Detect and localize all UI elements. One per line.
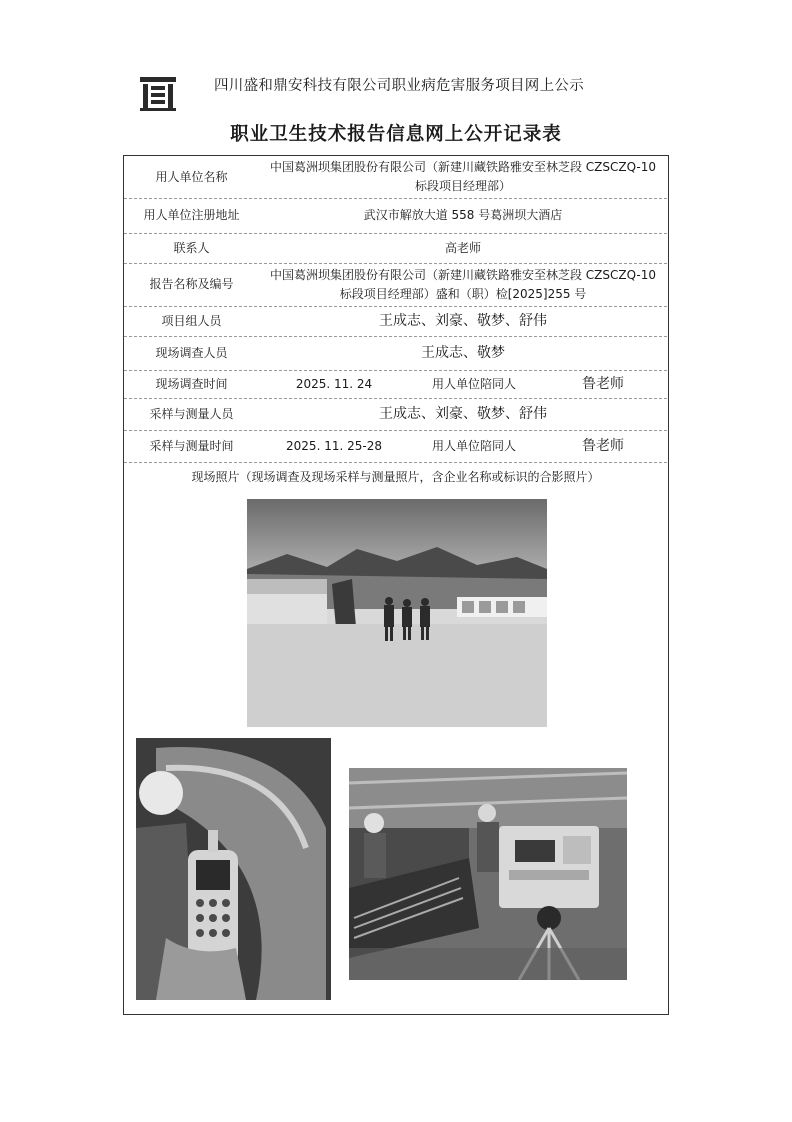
- value-sampling-escort: 鲁老师: [582, 437, 624, 454]
- row-unit-address: [124, 198, 667, 234]
- record-table: [123, 155, 669, 1015]
- row-contact: [124, 233, 667, 264]
- company-header-line: 四川盛和鼎安科技有限公司职业病危害服务项目网上公示: [214, 78, 584, 94]
- label-unit-name: 用人单位名称: [155, 169, 228, 184]
- row-report: [124, 263, 667, 307]
- label-unit-address: 用人单位注册地址: [143, 208, 240, 222]
- photo-group-site: [247, 499, 547, 727]
- row-survey-staff: [124, 336, 667, 371]
- value-survey-escort: 鲁老师: [582, 375, 624, 392]
- value-team: 王成志、刘豪、敬梦、舒伟: [379, 312, 547, 329]
- photos-caption: 现场照片（现场调查及现场采样与测量照片，含企业名称或标识的合影照片）: [191, 470, 600, 484]
- value-unit-address: 武汉市解放大道 558 号葛洲坝大酒店: [363, 208, 563, 222]
- value-sampling-time: 2025. 11. 25-28: [286, 438, 382, 453]
- value-sampling-staff: 王成志、刘豪、敬梦、舒伟: [379, 405, 547, 422]
- label-survey-escort: 用人单位陪同人: [431, 376, 516, 391]
- label-team: 项目组人员: [161, 313, 222, 328]
- value-unit-name: 中国葛洲坝集团股份有限公司（新建川藏铁路雅安至林芝段 CZSCZQ-10 标段项目经理部）: [269, 160, 656, 193]
- label-report: 报告名称及编号: [149, 277, 234, 291]
- label-sampling-escort: 用人单位陪同人: [431, 438, 516, 453]
- row-sampling-time: [124, 430, 667, 463]
- value-report: 中国葛洲坝集团股份有限公司（新建川藏铁路雅安至林芝段 CZSCZQ-10 标段项目经理部）盛和（职）检[2025]255 号: [269, 267, 656, 301]
- label-contact: 联系人: [173, 240, 210, 255]
- value-survey-staff: 王成志、敬梦: [421, 344, 505, 361]
- photo-noise-meter: [136, 738, 331, 1000]
- company-logo: [138, 74, 178, 114]
- label-survey-staff: 现场调查人员: [155, 345, 228, 360]
- value-contact: 高老师: [444, 240, 481, 255]
- label-sampling-time: 采样与测量时间: [149, 438, 234, 453]
- row-unit-name: [124, 156, 667, 199]
- row-sampling-staff: [124, 398, 667, 431]
- value-survey-time: 2025. 11. 24: [295, 376, 373, 391]
- label-survey-time: 现场调查时间: [155, 376, 228, 391]
- document-title: 职业卫生技术报告信息网上公开记录表: [230, 124, 562, 145]
- row-survey-time: [124, 370, 667, 399]
- photo-air-sampler: [349, 768, 627, 980]
- row-team: [124, 306, 667, 337]
- label-sampling-staff: 采样与测量人员: [149, 406, 234, 421]
